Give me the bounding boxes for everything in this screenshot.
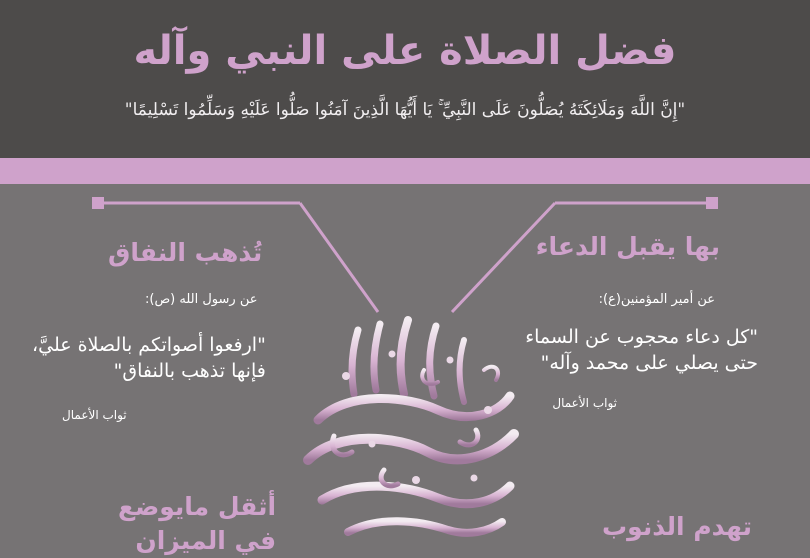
heading-line: أثقل مايوضع	[118, 492, 277, 521]
right-connector-marker	[706, 197, 718, 209]
quran-verse: "إِنَّ اللَّهَ وَمَلَائِكَتَهُ يُصَلُّونَ عَلَى النَّبِيِّ ۚ يَا أَيُّهَا الَّذِينَ آمَنُوا صَلُّوا عَلَيْهِ وَسَلِّمُوا تَسْلِيمًا"	[124, 100, 686, 120]
quote-line: فإنها تذهب بالنفاق"	[113, 360, 266, 382]
quote-line: "كل دعاء محجوب عن السماء	[525, 326, 758, 348]
quote-line: حتى يصلي على محمد وآله"	[540, 352, 758, 374]
page-title: فضل الصلاة على النبي وآله	[133, 28, 677, 74]
section-source: عن رسول الله (ص):	[145, 292, 258, 307]
section-source: عن أمير المؤمنين(ع):	[598, 292, 715, 307]
section-reference: ثواب الأعمال	[552, 396, 617, 410]
quote-line: "ارفعوا أصواتكم بالصلاة عليَّ،	[32, 334, 266, 356]
section-reference: ثواب الأعمال	[62, 408, 127, 422]
section-heading-remove-hypocrisy: تُذهب النفاق	[108, 238, 263, 267]
section-quote	[525, 324, 758, 376]
left-connector-marker	[92, 197, 104, 209]
section-heading-destroy-sins: تهدم الذنوب	[602, 512, 752, 541]
section-heading-heaviest	[118, 490, 276, 558]
section-heading-accept-prayer: بها يقبل الدعاء	[535, 232, 720, 261]
calligraphy-emblem	[288, 310, 528, 540]
section-quote	[32, 332, 266, 384]
heading-line: في الميزان	[135, 526, 277, 555]
